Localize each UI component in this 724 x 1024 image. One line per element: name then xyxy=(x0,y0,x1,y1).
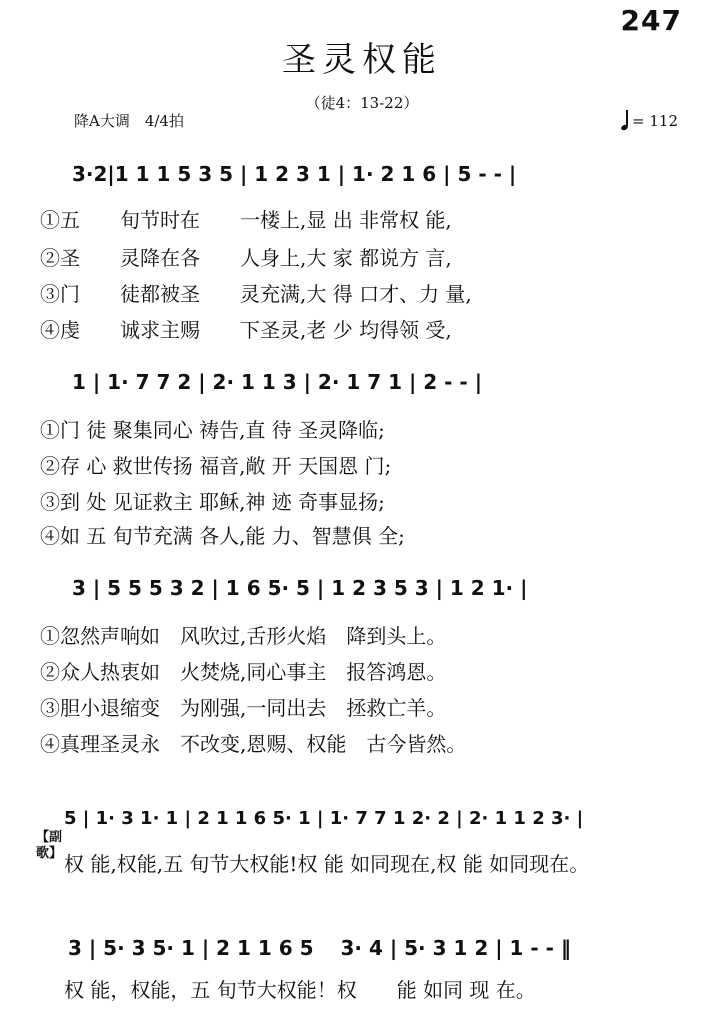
system-2-verse-3: ③到 处 见证救主 耶稣,神 迹 奇事显扬; xyxy=(40,490,385,514)
refrain-lyric: 权 能,权能,五 旬节大权能!权 能 如同现在,权 能 如同现在。 xyxy=(64,852,590,876)
system-1-verse-1: ①五 旬节时在 一楼上,显 出 非常权 能, xyxy=(40,208,452,232)
scripture-reference: （徒4：13-22） xyxy=(305,94,419,112)
tempo-marking xyxy=(621,110,678,130)
system-3-verse-1: ①忽然声响如 风吹过,舌形火焰 降到头上。 xyxy=(40,624,447,648)
song-title: 圣灵权能 xyxy=(282,40,442,80)
system-1-verse-4: ④虔 诚求主赐 下圣灵,老 少 均得领 受, xyxy=(40,318,452,342)
tempo-value: = 112 xyxy=(632,112,678,130)
system-2-verse-4: ④如 五 旬节充满 各人,能 力、智慧俱 全; xyxy=(40,524,405,548)
system-2-verse-1: ①门 徒 聚集同心 祷告,直 待 圣灵降临; xyxy=(40,418,385,442)
system-3-notes: 3 | 5 5 5 3 2 | 1 6 5· 5 | 1 2 3 5 3 | 1 2 1· | xyxy=(72,576,528,600)
system-2-notes: 1 | 1· 7 7 2 | 2· 1 1 3 | 2· 1 7 1 | 2 - - | xyxy=(72,370,482,394)
system-5-notes: 3 | 5· 3 5· 1 | 2 1 1 6 5 3· 4 | 5· 3 1 2 | 1 - - ‖ xyxy=(68,936,571,960)
system-4-notes: 5 | 1· 3 1· 1 | 2 1 1 6 5· 1 | 1· 7 7 1 2· 2 | 2· 1 1 2 3· | xyxy=(64,808,584,829)
page-number: 247 xyxy=(620,4,682,37)
system-3-verse-3: ③胆小退缩变 为刚强,一同出去 拯救亡羊。 xyxy=(40,696,447,720)
refrain-marker: 【副歌】 xyxy=(36,830,63,861)
system-1-verse-3: ③门 徒都被圣 灵充满,大 得 口才、力 量, xyxy=(40,282,472,306)
key-signature: 降A大调 4/4拍 xyxy=(74,112,184,130)
system-2-verse-2: ②存 心 救世传扬 福音,敞 开 天国恩 门; xyxy=(40,454,392,478)
final-lyric: 权 能，权能，五 旬节大权能！权 能 如同 现 在。 xyxy=(64,978,536,1002)
system-1-verse-2: ②圣 灵降在各 人身上,大 家 都说方 言, xyxy=(40,246,452,270)
system-3-verse-4: ④真理圣灵永 不改变,恩赐、权能 古今皆然。 xyxy=(40,732,467,756)
system-3-verse-2: ②众人热衷如 火焚烧,同心事主 报答鸿恩。 xyxy=(40,660,447,684)
quarter-note-icon xyxy=(621,110,629,130)
system-1-notes: 3·2|1 1 1 5 3 5 | 1 2 3 1 | 1· 2 1 6 | 5 - - | xyxy=(72,162,517,186)
